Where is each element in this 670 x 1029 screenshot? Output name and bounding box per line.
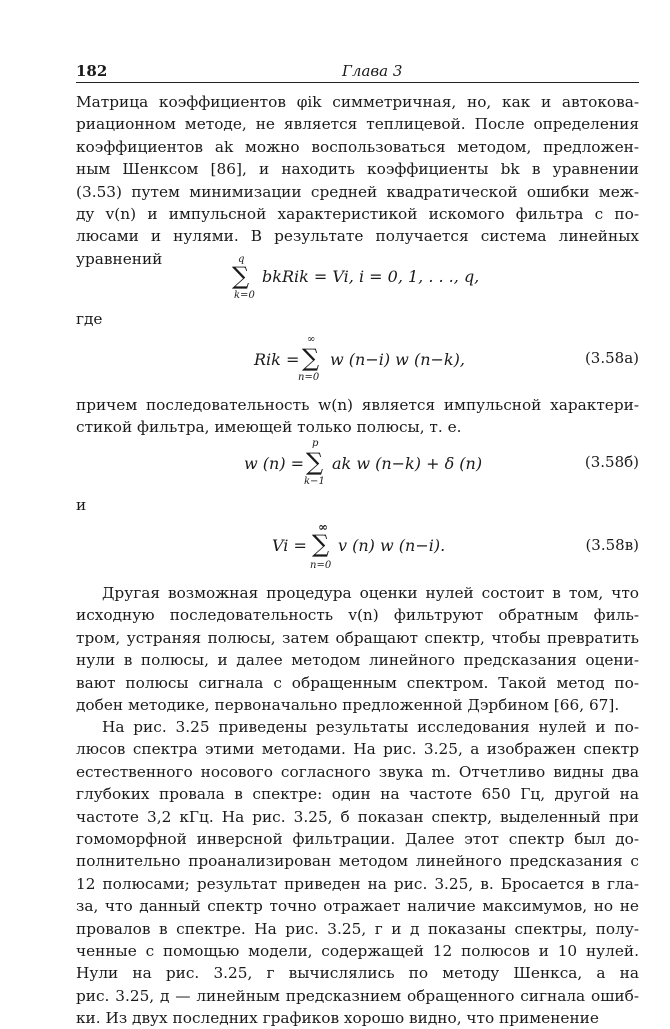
word-gde: где — [76, 310, 103, 328]
sum-upper-limit: ∞ — [318, 520, 328, 534]
equation-body: bkRik = Vi, i = 0, 1, . . ., q, — [262, 267, 480, 286]
text-line: гомоморфной инверсной фильтрации. Далее этот спектр был до- — [76, 829, 639, 848]
text-line: Нули на рис. 3.25, г вычислялись по методу Шенкса, а на — [76, 964, 639, 983]
text-line: 12 полюсами; результат приведен на рис. 3.25, в. Бросается в гла- — [76, 874, 639, 893]
text-line: люсами и нулями. В результате получается система линейных — [76, 227, 639, 246]
equation-lhs: Vi = — [272, 536, 307, 555]
page-number: 182 — [76, 62, 108, 80]
equation-3-58b — [244, 438, 544, 492]
paragraph-2 — [76, 394, 639, 439]
text-line: причем последовательность w(n) является импульсной характери- — [76, 396, 639, 414]
text-line: частоте 3,2 кГц. На рис. 3.25, б показан спектр, выделенный при — [76, 807, 639, 826]
equation-sum-bk — [232, 254, 552, 304]
sum-upper-limit: ∞ — [307, 334, 316, 345]
header-rule — [76, 82, 639, 83]
text-line: Другая возможная процедура оценки нулей состоит в том, что — [102, 584, 639, 602]
text-line: ду v(n) и импульсной характеристикой искомого фильтра с по- — [76, 204, 639, 223]
text-line: провалов в спектре. На рис. 3.25, г и д показаны спектры, полу- — [76, 919, 639, 938]
equation-body: w (n−i) w (n−k), — [330, 350, 465, 369]
equation-label-3-58a: (3.58a) — [584, 349, 639, 367]
sum-lower-limit: n=0 — [298, 372, 320, 383]
page-header — [76, 58, 639, 82]
sum-lower-limit: k−1 — [304, 476, 325, 487]
sum-upper-limit: q — [238, 254, 245, 265]
text-line: (3.53) путем минимизации средней квадратической ошибки меж- — [76, 182, 639, 201]
text-line: нули в полюсы, и далее методом линейного предсказания оцени- — [76, 651, 639, 670]
equation-label-3-58v: (3.58в) — [585, 536, 639, 554]
sum-sign: ∑ — [306, 448, 324, 476]
text-line: уравнений — [76, 249, 163, 268]
text-line: ным Шенксом [86], и находить коэффициенты bk в уравнении — [76, 160, 639, 179]
word-i: и — [76, 496, 87, 514]
text-line: полнительно проанализирован методом линейного предсказания с — [76, 852, 639, 871]
text-line: люсов спектра этими методами. На рис. 3.25, а изображен спектр — [76, 740, 639, 759]
text-line: ки. Из двух последних графиков хорошо видно, что применение — [76, 1009, 599, 1028]
equation-lhs: Rik = — [254, 350, 300, 369]
paragraph-4 — [76, 716, 639, 1029]
text-line: исходную последовательность v(n) фильтруют обратным филь- — [76, 606, 639, 625]
equation-3-58v — [272, 520, 572, 576]
text-line: Матрица коэффициентов φik симметричная, но, как и автокова- — [76, 93, 639, 111]
text-line: рис. 3.25, д — линейным предсказнием обращенного сигнала ошиб- — [76, 986, 639, 1005]
paragraph-3 — [76, 582, 639, 716]
paragraph-1 — [76, 91, 639, 270]
text-line: ченные с помощью модели, содержащей 12 полюсов и 10 нулей. — [76, 941, 639, 960]
sum-sign: ∑ — [302, 344, 320, 372]
sum-upper-limit: p — [312, 438, 319, 449]
sum-lower-limit: k=0 — [234, 290, 255, 301]
sum-sign: ∑ — [312, 530, 330, 558]
text-line: за, что данный спектр точно отражает наличие максимумов, но не — [76, 897, 639, 916]
text-line: коэффициентов ak можно воспользоваться методом, предложен- — [76, 137, 639, 156]
text-line: тром, устраняя полюсы, затем обращают спектр, чтобы превратить — [76, 628, 639, 647]
chapter-title: Глава 3 — [342, 62, 403, 80]
text-line: риационном методе, не является теплицевой. После определения — [76, 115, 639, 134]
equation-label-3-58b: (3.58б) — [584, 453, 639, 471]
text-line: естественного носового согласного звука m. Отчетливо видны два — [76, 762, 639, 781]
equation-body: ak w (n−k) + δ (n) — [332, 454, 483, 473]
sum-lower-limit: n=0 — [310, 560, 332, 571]
text-line: вают полюсы сигнала с обращенным спектром. Такой метод по- — [76, 673, 639, 692]
text-line: стикой фильтра, имеющей только полюсы, т. е. — [76, 418, 462, 437]
equation-lhs: w (n) = — [244, 454, 305, 473]
sum-sign: ∑ — [232, 262, 250, 290]
text-line: глубоких провала в спектре: один на частоте 650 Гц, другой на — [76, 785, 639, 804]
equation-body: v (n) w (n−i). — [338, 536, 446, 555]
equation-3-58a — [254, 334, 554, 388]
text-line: На рис. 3.25 приведены результаты исследования нулей и по- — [102, 718, 639, 736]
text-line: добен методике, первоначально предложенной Дэрбином [66, 67]. — [76, 695, 620, 714]
